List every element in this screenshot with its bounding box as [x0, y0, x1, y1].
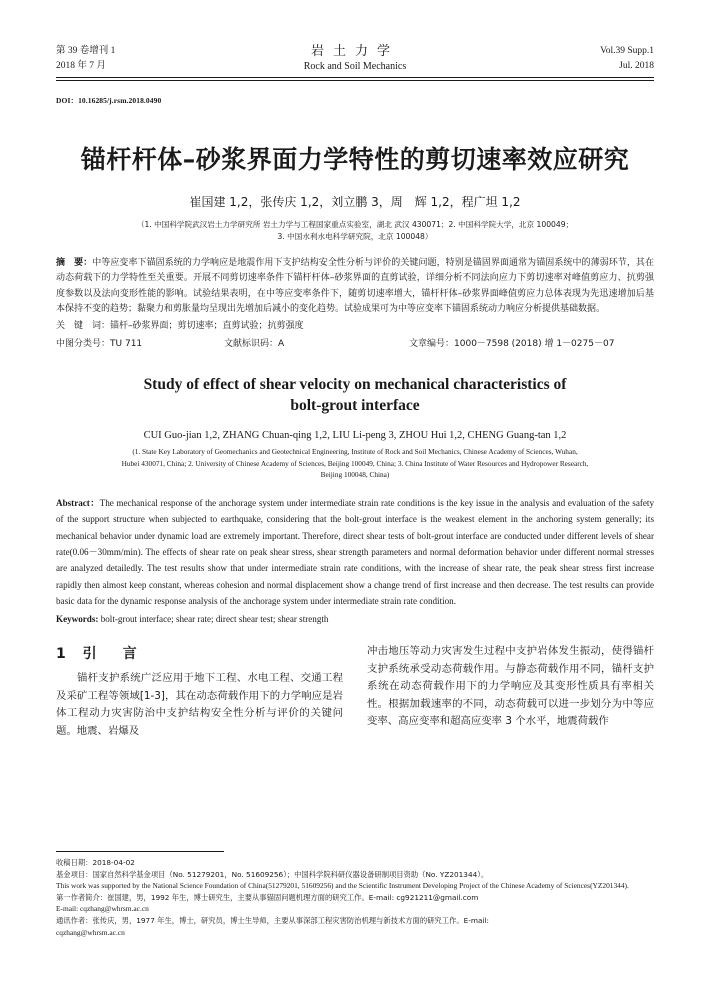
affiliation-en-line-2: Hubei 430071, China; 2. University of Chinese Academy of Sciences, Beijing 100049, China; 3. China Institute of Water Resources and Hydropower Research,: [121, 458, 589, 468]
body-paragraph-right: 冲击地压等动力灾害发生过程中支护岩体发生振动，使得锚杆支护系统承受动态荷载作用。与静态荷载作用不同，锚杆支护系统在动态荷载作用下的力学响应及其变形性质具有率相关性。根据加载速率的不同，动态荷载可以进一步划分为中等应变率、高应变率和超高应变率 3 个水平，地震荷载作: [367, 645, 654, 728]
running-head-right: [484, 44, 654, 74]
classification-line: [56, 337, 654, 352]
footnote-funding-en: This work was supported by the National Science Foundation of China(51279201, 51609256) and the Scientific Instrument Developing Project of the Chinese Academy of Sciences(YZ201344).: [56, 881, 629, 891]
document-code: [224, 337, 409, 352]
author-list-cn: 崔国建 1,2，张传庆 1,2，刘立鹏 3，周 辉 1,2，程广坦 1,2: [189, 195, 521, 209]
journal-title-cn: 岩土力学: [310, 44, 399, 59]
footnote-email-line: E-mail: cqzhang@whrsm.ac.cn: [56, 904, 149, 914]
article-number-label: 文章编号：: [409, 339, 455, 350]
section-heading-introduction: [56, 643, 343, 663]
footnote-corresponding-author: 通讯作者：张传庆，男，1977 年生，博士，研究员，博士生导师，主要从事深部工程灾害防治机理与新技术方面的研究工作。E-mail:: [56, 915, 489, 925]
clc-value: TU 711: [110, 339, 143, 350]
affiliation-cn: [56, 219, 654, 243]
section-title: 引 言: [82, 646, 143, 663]
affiliation-en-line-3: Beijing 100048, China): [320, 470, 390, 480]
section-number: 1: [56, 646, 72, 663]
abstract-en-label: Abstract：: [56, 497, 100, 508]
keywords-cn-label: 关 键 词：: [56, 320, 111, 331]
keywords-cn-text: 锚杆–砂浆界面；剪切速率；直剪试验；抗剪强度: [110, 320, 304, 331]
article-number: [409, 337, 654, 352]
volume-issue-cn: 第 39 卷增刊 1: [56, 46, 116, 56]
footnote-divider: [56, 851, 224, 852]
article-title-cn: 锚杆杆体–砂浆界面力学特性的剪切速率效应研究: [80, 145, 630, 174]
received-date-value: 2018-04-02: [92, 858, 135, 867]
affiliation-en-line-1: (1. State Key Laboratory of Geomechanics and Geotechnical Engineering, Institute of Rock and Soil Mechanics, Chinese Academy of Sciences, Wuhan,: [132, 447, 578, 457]
body-paragraph-left: 锚杆支护系统广泛应用于地下工程、水电工程、交通工程及采矿工程等领域[1-3]，其在动态荷载作用下的力学响应是岩体工程动力灾害防治中支护结构安全性分析与评价的关键问题。地震、岩爆及: [56, 672, 343, 737]
keywords-en-label: Keywords:: [56, 613, 99, 624]
doi-line: DOI：10.16285/j.rsm.2018.0490: [56, 96, 162, 105]
body-column-right: [367, 643, 654, 740]
publication-date-cn: 2018 年 7 月: [56, 61, 106, 71]
article-title-en-line-2: bolt-grout interface: [290, 397, 420, 415]
abstract-cn-label: 摘 要：: [56, 258, 93, 268]
abstract-en: [56, 495, 654, 610]
footnote-funding-cn: 基金项目：国家自然科学基金项目（No. 51279201，No. 51609256）；中国科学院科研仪器设备研制项目资助（No. YZ201344）。: [56, 869, 489, 879]
abstract-cn-text: 中等应变率下锚固系统的力学响应是地震作用下支护结构安全性分析与评价的关键问题，特别是锚固界面通常为锚固系统中的薄弱环节，其在动态荷载下的力学特性至关重要。开展不同剪切速率条件下锚杆杆体–砂浆界面的直剪试验，详细分析不同法向应力下剪切速率对峰值剪应力、抗剪强度参数以及法向变形性能的影响。试验结果表明，在中等应变率条件下，随剪切速率增大，锚杆杆体–砂浆界面峰值剪应力总体表现为先迅速增加后基本保持不变的趋势；黏聚力和剪胀量均呈现出先增加后减小的变化趋势。试验成果可为中等应变率下锚固系统动力响应分析提供基础数据。: [56, 258, 654, 315]
footnote-first-author: 第一作者简介：崔国建，男，1992 年生，博士研究生，主要从事锚固问题机理方面的研究工作。E-mail: cg921211@gmail.com: [56, 892, 479, 902]
running-head-left: [56, 44, 226, 74]
keywords-cn: [56, 319, 654, 334]
clc-label: 中图分类号：: [56, 339, 111, 350]
footnote-corresponding-email: cqzhang@whrsm.ac.cn: [56, 927, 125, 937]
keywords-en-text: bolt-grout interface; shear rate; direct shear test; shear strength: [98, 613, 329, 624]
footnote-received-date: [56, 857, 654, 869]
document-code-value: A: [278, 339, 285, 350]
article-title-en: [56, 374, 654, 416]
keywords-en: [56, 611, 654, 627]
article-title-en-line-1: Study of effect of shear velocity on mechanical characteristics of: [143, 376, 567, 394]
page-content: [56, 44, 654, 740]
received-date-label: 收稿日期：: [56, 858, 93, 867]
body-columns: [56, 643, 654, 740]
publication-date-en: Jul. 2018: [619, 61, 654, 71]
affiliation-cn-line-1: （1. 中国科学院武汉岩土力学研究所 岩土力学与工程国家重点实验室，湖北 武汉 430071；2. 中国科学院大学，北京 100049；: [136, 220, 574, 229]
affiliation-cn-line-2: 3. 中国水利水电科学研究院，北京 100048）: [277, 232, 433, 241]
header-divider: [56, 77, 654, 81]
volume-issue-en: Vol.39 Supp.1: [600, 46, 654, 56]
journal-title-en: Rock and Soil Mechanics: [303, 61, 407, 72]
affiliation-en: [56, 446, 654, 481]
author-list-en: CUI Guo-jian 1,2, ZHANG Chuan-qing 1,2, LIU Li-peng 3, ZHOU Hui 1,2, CHENG Guang-tan 1,2: [143, 430, 567, 442]
article-number-value: 1000－7598 (2018) 增 1－0275－07: [454, 339, 615, 350]
footnote-block: [56, 851, 654, 938]
document-code-label: 文献标识码：: [224, 339, 279, 350]
running-head-center: [226, 44, 484, 74]
body-column-left: [56, 643, 343, 740]
abstract-cn: [56, 256, 654, 318]
clc-number: [56, 337, 224, 352]
abstract-en-text: The mechanical response of the anchorage system under intermediate strain rate conditions is the key issue in the analysis and evaluation of the safety of the support structure when subjected to earthquake, considering that the bolt-grout interface is the weakest element in the anchoring system generally; its mechanical behavior under dynamic load are extremely important. Therefore, direct shear tests of bolt-grout interface are conducted under different levels of shear rate(0.06－30mm/min). The effects of shear rate on peak shear stress, shear strength parameters and normal deformation behavior under different normal stresses are analyzed detailedly. The test results show that under intermediate strain rate conditions, with the increase of shear rate, the peak shear stress first increase rapidly then almost keep constant, whereas cohesion and normal displacement show a change trend of first increase and then decrease. The test results can provide basic data for the dynamic response analysis of the anchorage system under intermediate strain rate condition.: [56, 497, 655, 607]
running-head: [56, 44, 654, 74]
